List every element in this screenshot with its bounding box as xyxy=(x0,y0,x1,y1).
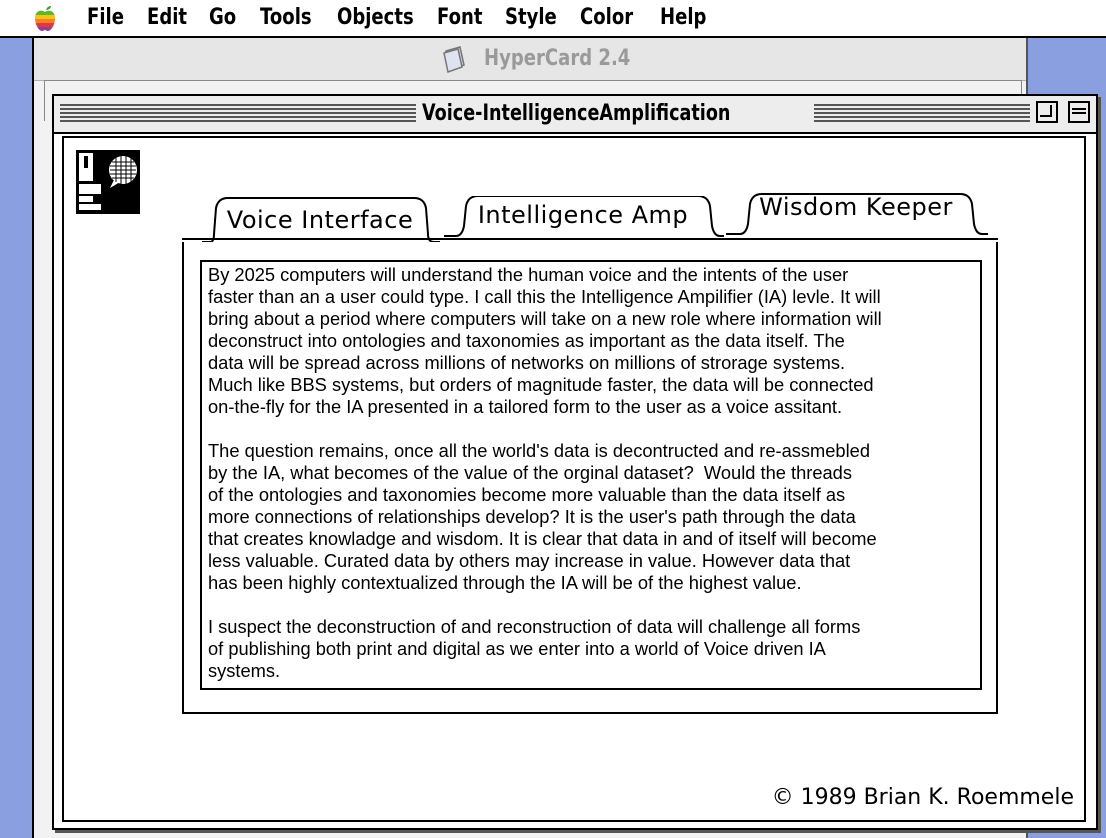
tab-panel xyxy=(182,242,998,714)
apple-menu-icon[interactable] xyxy=(30,4,60,34)
menu-bar xyxy=(0,0,1106,38)
tab-voice-interface[interactable] xyxy=(200,196,440,242)
menu-tools[interactable]: Tools xyxy=(260,5,312,30)
menu-font[interactable]: Font xyxy=(437,5,483,30)
desktop-left xyxy=(0,38,32,838)
menu-objects[interactable]: Objects xyxy=(337,5,414,30)
stack-title xyxy=(416,99,814,129)
tab-wisdom-keeper[interactable] xyxy=(724,192,988,238)
collapse-box-icon[interactable] xyxy=(1068,101,1090,123)
stack-icon xyxy=(440,45,468,73)
menu-edit[interactable]: Edit xyxy=(147,5,188,30)
tab-label: Voice Interface xyxy=(226,206,414,234)
stack-window xyxy=(52,94,1098,830)
tab-label: Intelligence Amp xyxy=(477,201,689,229)
menu-color[interactable]: Color xyxy=(580,5,634,30)
menu-style[interactable]: Style xyxy=(505,5,557,30)
card xyxy=(62,136,1086,822)
zoom-box-icon[interactable] xyxy=(1036,101,1058,123)
tab-intelligence-amp[interactable] xyxy=(442,196,724,242)
menu-go[interactable]: Go xyxy=(209,5,237,30)
hypercard-title-bar[interactable] xyxy=(34,38,1026,81)
copyright-text: © 1989 Brian K. Roemmele xyxy=(771,785,1074,810)
voice-stack-icon[interactable] xyxy=(76,150,140,214)
stack-title-text: Voice-IntelligenceAmplification xyxy=(422,101,731,126)
tab-label: Wisdom Keeper xyxy=(759,193,953,221)
title-stripes-left xyxy=(60,104,420,122)
menu-help[interactable]: Help xyxy=(660,5,707,30)
hypercard-title: HyperCard 2.4 xyxy=(484,46,631,71)
stack-title-bar[interactable] xyxy=(54,96,1096,134)
menu-file[interactable]: File xyxy=(87,5,124,30)
essay-text-field[interactable]: By 2025 computers will understand the human voice and the intents of the user faster than an a user could type. I call this the Intelligence Ampilifier (IA) levle. It will bring about a period where computers will take on a new role where information will deconstruct into ontologies and taxonomies as important as the data itself. The data will be spread across millions of networks on millions of strorage systems. Much like BBS systems, but orders of magnitude faster, the data will be connected on-the-fly for the IA presented in a tailored form to the user as a voice assitant. The question remains, once all the world's data is decontructed and re-assmebled by the IA, what becomes of the value of the orginal dataset? Would the threads of the ontologies and taxonomies become more valuable than the data itself as more connections of relationships develop? It is the user's path through the data that creates knowladge and wisdom. It is clear that data in and of itself will become less valuable. Curated data by others may increase in value. However data that has been highly contextualized through the IA will be of the highest value. I suspect the deconstruction of and reconstruction of data will challenge all forms of publishing both print and digital as we enter into a world of Voice driven IA systems. xyxy=(200,260,982,690)
